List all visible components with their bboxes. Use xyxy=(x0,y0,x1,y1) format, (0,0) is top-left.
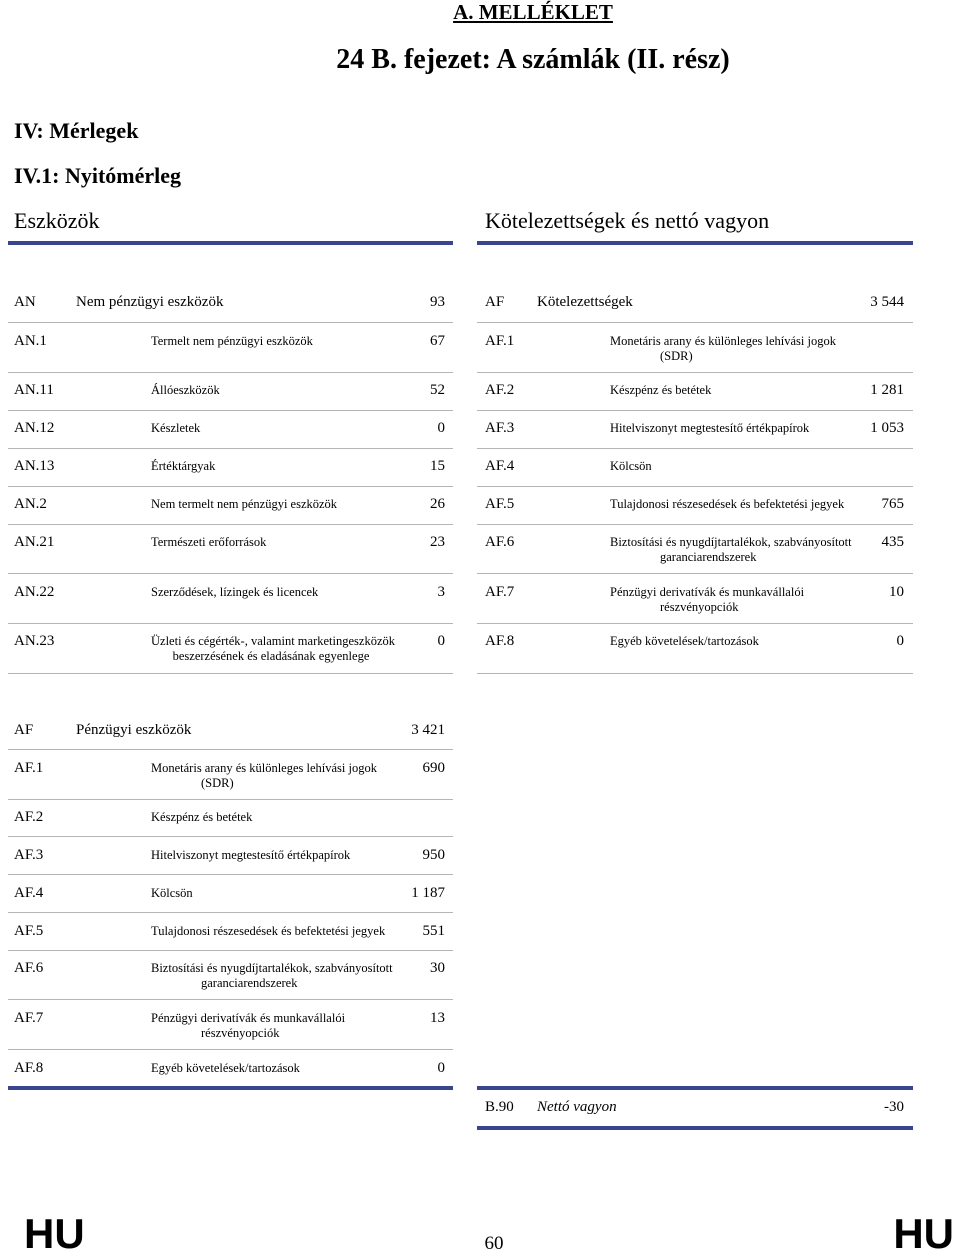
row-label-line2: garanciarendszerek xyxy=(201,976,298,990)
table-row xyxy=(477,497,913,537)
row-label-line2: beszerzésének és eladásának egyenlege xyxy=(172,649,370,663)
row-label: Készpénz és betétek xyxy=(151,810,253,824)
liabilities-heading-bar xyxy=(477,241,913,245)
row-code: AN.21 xyxy=(14,534,55,550)
row-value: 1 053 xyxy=(870,420,904,436)
row-value: 3 421 xyxy=(411,722,445,738)
subsection-title: IV.1: Nyitómérleg xyxy=(14,163,181,188)
row-value: 23 xyxy=(430,534,445,550)
row-label: Kölcsön xyxy=(610,459,652,473)
row-label: Egyéb követelések/tartozások xyxy=(151,1061,300,1075)
table-row xyxy=(477,459,913,499)
row-value: 13 xyxy=(430,1010,445,1026)
section-title: IV: Mérlegek xyxy=(14,118,139,143)
table-row xyxy=(8,723,453,763)
row-code: AF.3 xyxy=(14,847,44,863)
row-value: -30 xyxy=(884,1099,904,1115)
row-separator xyxy=(8,623,453,624)
row-value: 67 xyxy=(430,333,445,349)
row-label: Hitelviszonyt megtestesítő értékpapírok xyxy=(151,848,351,862)
table-row xyxy=(8,634,453,674)
row-label-line2: részvényopciók xyxy=(660,600,739,614)
page-number: 60 xyxy=(484,1233,504,1254)
row-value: 0 xyxy=(437,1060,445,1076)
row-separator xyxy=(477,448,913,449)
row-label: Hitelviszonyt megtestesítő értékpapírok xyxy=(610,421,810,435)
row-label-line1: Üzleti és cégérték-, valamint marketingeszközök xyxy=(151,634,395,648)
row-value: 551 xyxy=(422,923,445,939)
row-value: 1 187 xyxy=(411,885,445,901)
row-label xyxy=(610,334,850,364)
row-code: AN.12 xyxy=(14,420,55,436)
liabilities-heading: Kötelezettségek és nettó vagyon xyxy=(485,208,770,233)
row-label-line1: Biztosítási és nyugdíjtartalékok, szabványosított xyxy=(610,535,852,549)
row-code: AN.11 xyxy=(14,382,54,398)
table-row xyxy=(8,886,453,926)
row-code: AF xyxy=(14,722,34,738)
table-row xyxy=(477,634,913,674)
row-label-line1: Monetáris arany és különleges lehívási jogok xyxy=(610,334,836,348)
row-label: Termelt nem pénzügyi eszközök xyxy=(151,334,313,348)
row-code: AF.5 xyxy=(485,496,515,512)
row-code: AF.1 xyxy=(485,333,515,349)
row-label-line1: Monetáris arany és különleges lehívási jogok xyxy=(151,761,377,775)
row-label: Tulajdonosi részesedések és befektetési jegyek xyxy=(151,924,386,938)
row-code: AF.8 xyxy=(485,633,515,649)
table-row xyxy=(477,535,913,575)
row-value: 765 xyxy=(881,496,904,512)
row-label-line1: Pénzügyi derivatívák és munkavállalói xyxy=(610,585,805,599)
row-label: Nettó vagyon xyxy=(537,1099,617,1115)
assets-heading-bar xyxy=(8,241,453,245)
row-code: B.90 xyxy=(485,1099,514,1115)
row-code: AF.2 xyxy=(485,382,515,398)
row-value: 26 xyxy=(430,496,445,512)
row-value: 435 xyxy=(881,534,904,550)
table-row xyxy=(477,383,913,423)
row-separator xyxy=(8,749,453,750)
row-separator xyxy=(477,410,913,411)
table-row xyxy=(477,585,913,625)
row-code: AF.6 xyxy=(14,960,44,976)
table-row xyxy=(8,1011,453,1051)
row-label: Értéktárgyak xyxy=(151,459,216,473)
row-label-line2: garanciarendszerek xyxy=(660,550,757,564)
row-code: AF.7 xyxy=(14,1010,44,1026)
row-label: Tulajdonosi részesedések és befektetési jegyek xyxy=(610,497,845,511)
row-separator xyxy=(477,524,913,525)
row-separator xyxy=(477,573,913,574)
row-separator xyxy=(8,410,453,411)
table-row xyxy=(477,334,913,374)
footer-country-mark-right: HU xyxy=(893,1210,954,1257)
table-row xyxy=(8,761,453,801)
row-code: AN.23 xyxy=(14,633,55,649)
row-separator xyxy=(477,372,913,373)
row-separator xyxy=(8,673,453,674)
row-label xyxy=(151,1011,391,1041)
row-separator xyxy=(8,573,453,574)
row-label: Állóeszközök xyxy=(151,383,220,397)
row-label: Kölcsön xyxy=(151,886,193,900)
row-label: Szerződések, lízingek és licencek xyxy=(151,585,319,599)
table-row xyxy=(8,810,453,850)
row-code: AF xyxy=(485,294,505,310)
table-row xyxy=(8,295,453,335)
row-value: 0 xyxy=(437,420,445,436)
row-value: 3 544 xyxy=(870,294,904,310)
row-code: AF.3 xyxy=(485,420,515,436)
row-separator xyxy=(8,874,453,875)
table-row xyxy=(8,421,453,461)
table-row xyxy=(477,295,913,335)
row-value: 950 xyxy=(422,847,445,863)
row-code: AF.5 xyxy=(14,923,44,939)
row-value: 3 xyxy=(437,584,445,600)
row-value: 10 xyxy=(889,584,904,600)
row-label xyxy=(610,535,860,565)
table-row-net-worth xyxy=(477,1100,913,1140)
assets-bottom-bar xyxy=(8,1086,453,1090)
row-value: 1 281 xyxy=(870,382,904,398)
table-row xyxy=(8,535,453,575)
row-separator xyxy=(477,623,913,624)
row-code: AN.22 xyxy=(14,584,55,600)
row-separator xyxy=(8,524,453,525)
row-separator xyxy=(8,322,453,323)
row-separator xyxy=(8,1049,453,1050)
table-row xyxy=(8,383,453,423)
row-value: 93 xyxy=(430,294,445,310)
row-code: AF.8 xyxy=(14,1060,44,1076)
annex-title: A. MELLÉKLET xyxy=(453,0,613,24)
row-value: 690 xyxy=(422,760,445,776)
row-label xyxy=(610,585,850,615)
row-separator xyxy=(8,372,453,373)
row-label: Kötelezettségek xyxy=(537,294,633,310)
row-label: Készletek xyxy=(151,421,201,435)
row-code: AF.4 xyxy=(14,885,44,901)
assets-heading: Eszközök xyxy=(14,208,100,233)
row-label-line1: Biztosítási és nyugdíjtartalékok, szabványosított xyxy=(151,961,393,975)
chapter-title: 24 B. fejezet: A számlák (II. rész) xyxy=(336,44,730,75)
row-separator xyxy=(477,673,913,674)
row-separator xyxy=(8,999,453,1000)
table-row xyxy=(8,848,453,888)
row-label-line1: Pénzügyi derivatívák és munkavállalói xyxy=(151,1011,346,1025)
row-label: Készpénz és betétek xyxy=(610,383,712,397)
table-row xyxy=(8,585,453,625)
row-separator xyxy=(8,836,453,837)
row-code: AF.1 xyxy=(14,760,44,776)
row-code: AN.1 xyxy=(14,333,47,349)
row-value: 30 xyxy=(430,960,445,976)
row-label: Természeti erőforrások xyxy=(151,535,267,549)
row-code: AF.7 xyxy=(485,584,515,600)
row-separator xyxy=(477,322,913,323)
liabilities-bottom-bar xyxy=(477,1086,913,1090)
table-row xyxy=(477,421,913,461)
footer-country-mark-left: HU xyxy=(24,1210,85,1257)
net-worth-bottom-bar xyxy=(477,1126,913,1130)
row-label-line2: (SDR) xyxy=(201,776,234,790)
row-value: 0 xyxy=(437,633,445,649)
row-label: Nem termelt nem pénzügyi eszközök xyxy=(151,497,338,511)
row-label xyxy=(151,961,401,991)
row-label xyxy=(151,634,421,664)
row-code: AN.2 xyxy=(14,496,47,512)
row-code: AF.2 xyxy=(14,809,44,825)
table-row xyxy=(8,334,453,374)
row-separator xyxy=(8,912,453,913)
row-label-line2: részvényopciók xyxy=(201,1026,280,1040)
row-label: Pénzügyi eszközök xyxy=(76,722,192,738)
table-row xyxy=(8,961,453,1001)
row-separator xyxy=(8,448,453,449)
table-row xyxy=(8,1061,453,1101)
row-code: AN xyxy=(14,294,36,310)
row-label-line2: (SDR) xyxy=(660,349,693,363)
row-code: AF.6 xyxy=(485,534,515,550)
row-code: AF.4 xyxy=(485,458,515,474)
row-separator xyxy=(8,950,453,951)
row-value: 15 xyxy=(430,458,445,474)
row-label xyxy=(151,761,391,791)
table-row xyxy=(8,497,453,537)
row-separator xyxy=(477,486,913,487)
row-code: AN.13 xyxy=(14,458,55,474)
row-separator xyxy=(8,799,453,800)
row-separator xyxy=(8,486,453,487)
row-label: Egyéb követelések/tartozások xyxy=(610,634,759,648)
table-row xyxy=(8,924,453,964)
row-value: 0 xyxy=(896,633,904,649)
row-value: 52 xyxy=(430,382,445,398)
table-row xyxy=(8,459,453,499)
row-label: Nem pénzügyi eszközök xyxy=(76,294,224,310)
